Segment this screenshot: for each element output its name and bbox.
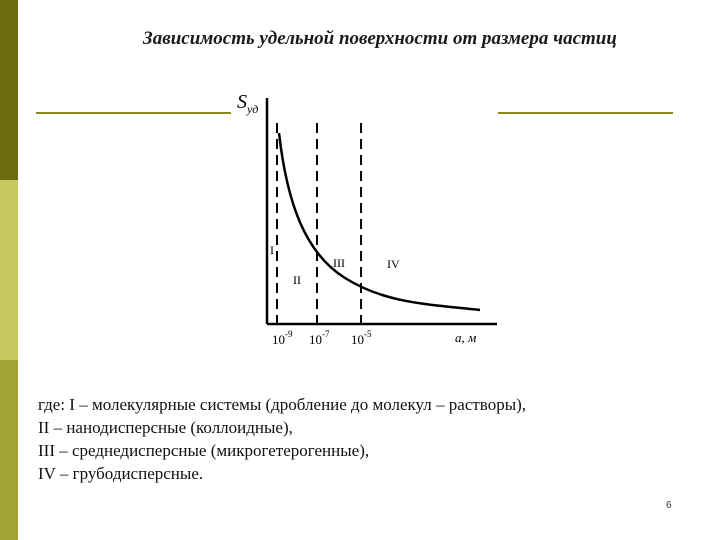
sidebar-band-top <box>0 0 18 180</box>
tick-label-1e-5: $10^{-5}$ <box>351 329 372 347</box>
tick-label-1e-9: $10^{-9}$ <box>272 329 293 347</box>
region-label-ii: II <box>293 273 301 287</box>
tick-label-1e-7: $10^{-7}$ <box>309 329 330 347</box>
slide-title: Зависимость удельной поверхности от размера частиц <box>143 28 617 49</box>
sidebar-band-bottom <box>0 360 18 540</box>
surface-curve <box>279 133 480 310</box>
specific-surface-graph <box>235 88 505 353</box>
region-label-i: I <box>270 243 274 257</box>
region-label-iv: IV <box>387 257 400 271</box>
x-axis-label: a, м <box>455 330 477 345</box>
region-label-iii: III <box>333 256 345 270</box>
legend-caption <box>38 393 526 485</box>
title-rule-right <box>498 112 673 114</box>
caption-line-1: где: I – молекулярные системы (дробление до молекул – растворы), <box>38 395 527 414</box>
sidebar-band-middle <box>0 180 18 360</box>
y-axis-label: $S_{уд}$ <box>237 91 259 116</box>
caption-line-2: II – нанодисперсные (коллоидные), <box>38 418 293 437</box>
caption-line-4: IV – грубодисперсные. <box>38 464 204 483</box>
caption-line-3: III – среднедисперсные (микрогетерогенные), <box>38 441 370 460</box>
title-rule-left <box>36 112 231 114</box>
page-number: 6 <box>666 500 672 511</box>
